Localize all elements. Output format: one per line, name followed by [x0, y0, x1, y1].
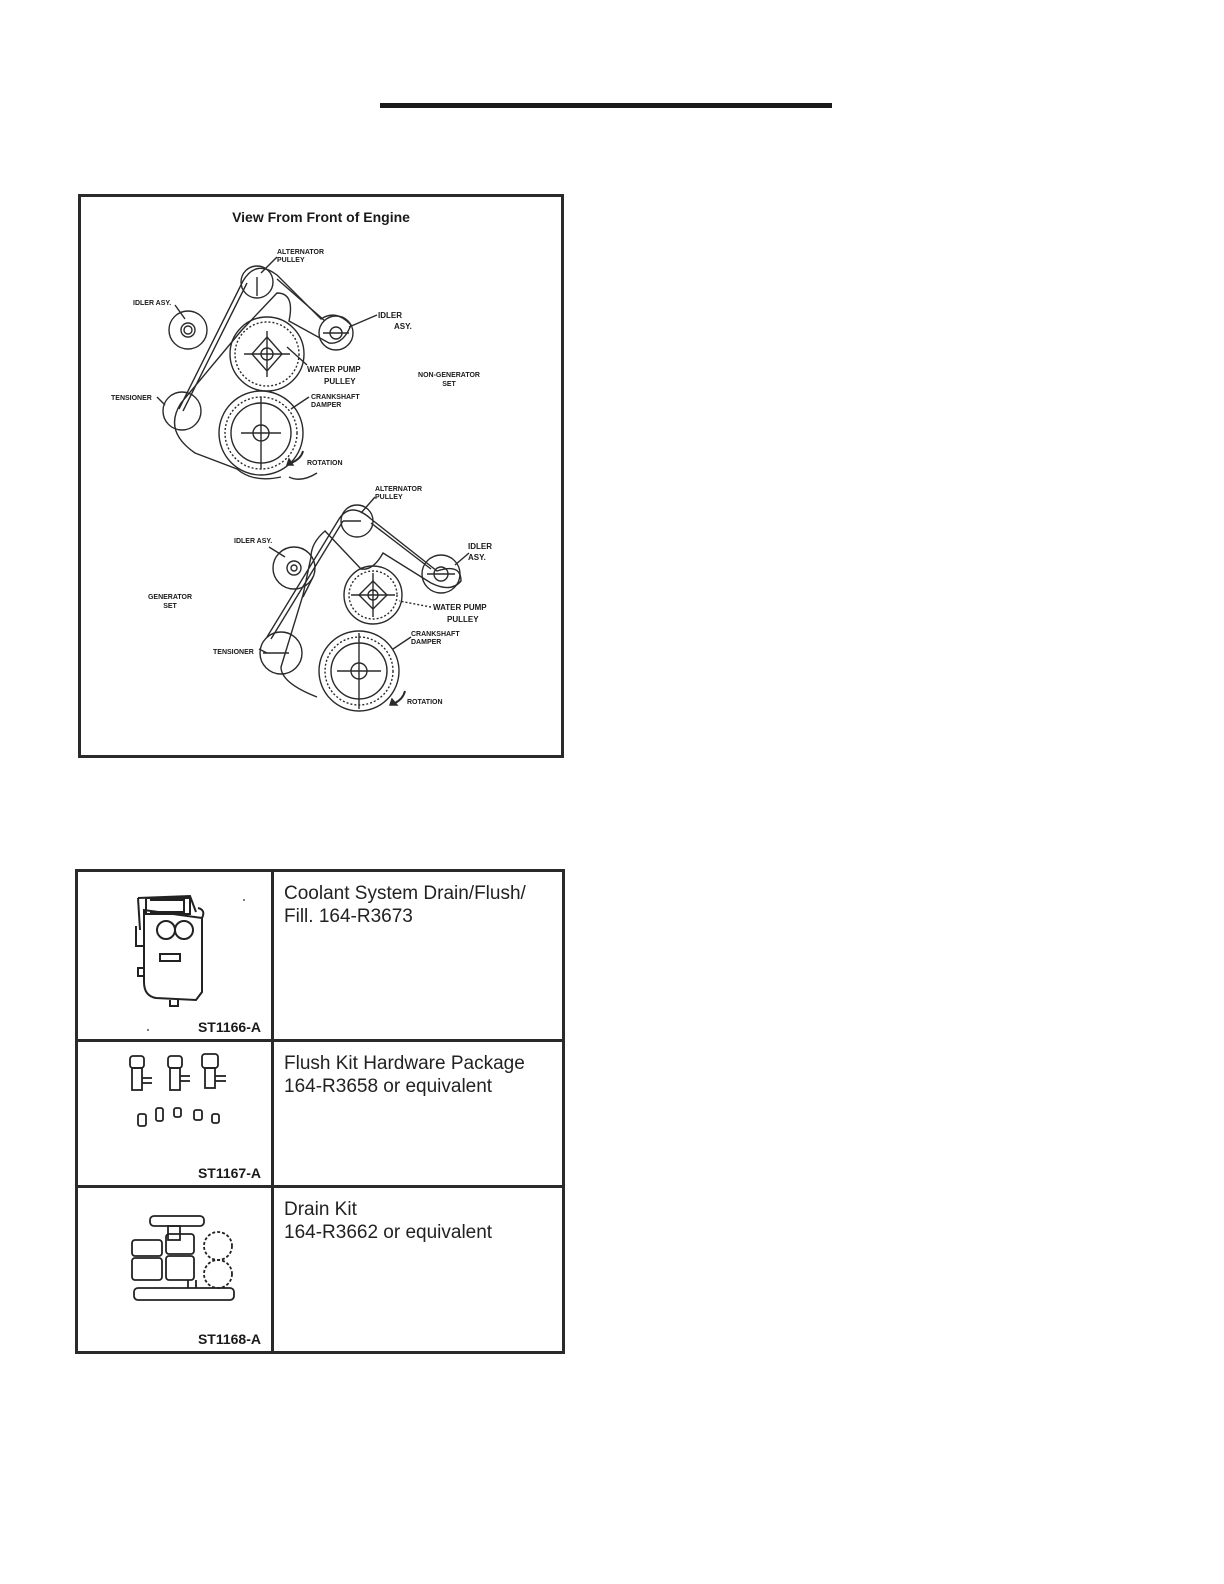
serpentine-belt [267, 510, 461, 697]
tool-image-cell [77, 1187, 273, 1353]
label-rotation: ROTATION [407, 699, 443, 706]
svg-text:ASY.: ASY. [394, 322, 412, 331]
tool-description: Coolant System Drain/Flush/ Fill. 164-R3673 [284, 883, 526, 927]
svg-text:PULLEY: PULLEY [277, 257, 305, 264]
label-water-pump-pulley: WATER PUMP [433, 603, 487, 612]
label-generator-set: GENERATOR [147, 594, 193, 601]
tool-description: Drain Kit 164-R3662 or equivalent [284, 1199, 493, 1243]
tool-image-cell [77, 871, 273, 1041]
label-rotation: ROTATION [307, 460, 343, 467]
label-non-generator-set: NON-GENERATOR [418, 372, 480, 379]
label-alternator-pulley: ALTERNATOR [277, 249, 325, 256]
tool-description-cell [273, 1187, 564, 1353]
label-idler-asy-left: IDLER ASY. [234, 538, 273, 545]
label-idler-asy-right: IDLER [468, 542, 492, 551]
svg-text:SET: SET [442, 381, 456, 388]
belt-routing-diagram [81, 197, 561, 755]
tool-description: Flush Kit Hardware Package 164-R3658 or equivalent [284, 1053, 525, 1097]
table-row [77, 1187, 564, 1353]
belt-routing-figure [78, 194, 564, 758]
coolant-machine-icon [78, 872, 271, 1042]
table-row [77, 871, 564, 1041]
tool-description-cell [273, 1041, 564, 1187]
idler-left-pulley [169, 311, 207, 349]
label-idler-asy-left: IDLER ASY. [133, 300, 172, 307]
label-idler-asy-right: IDLER [378, 311, 402, 320]
svg-text:DAMPER: DAMPER [311, 402, 342, 409]
special-tools-table [75, 869, 565, 1354]
svg-text:SET: SET [163, 603, 177, 610]
label-crankshaft-damper: CRANKSHAFT [411, 631, 460, 638]
label-tensioner: TENSIONER [213, 649, 254, 656]
svg-text:PULLEY: PULLEY [447, 615, 479, 624]
table-row [77, 1041, 564, 1187]
drain-kit-icon [78, 1188, 271, 1354]
svg-text:ASY.: ASY. [468, 553, 486, 562]
tool-code: ST1166-A [197, 1019, 261, 1035]
tensioner-pulley [163, 392, 201, 430]
label-water-pump-pulley: WATER PUMP [307, 365, 361, 374]
label-alternator-pulley: ALTERNATOR [375, 486, 423, 493]
svg-text:PULLEY: PULLEY [324, 377, 356, 386]
svg-text:PULLEY: PULLEY [375, 494, 403, 501]
header-rule [380, 103, 832, 108]
tool-code: ST1167-A [197, 1165, 261, 1181]
label-crankshaft-damper: CRANKSHAFT [311, 394, 360, 401]
tool-image-cell [77, 1041, 273, 1187]
tool-description-cell [273, 871, 564, 1041]
figure-title: View From Front of Engine [232, 209, 410, 225]
rotation-arrow [395, 691, 405, 703]
tool-code: ST1168-A [197, 1331, 261, 1347]
label-tensioner: TENSIONER [111, 395, 152, 402]
svg-text:DAMPER: DAMPER [411, 639, 442, 646]
rotation-arrow [291, 451, 303, 463]
